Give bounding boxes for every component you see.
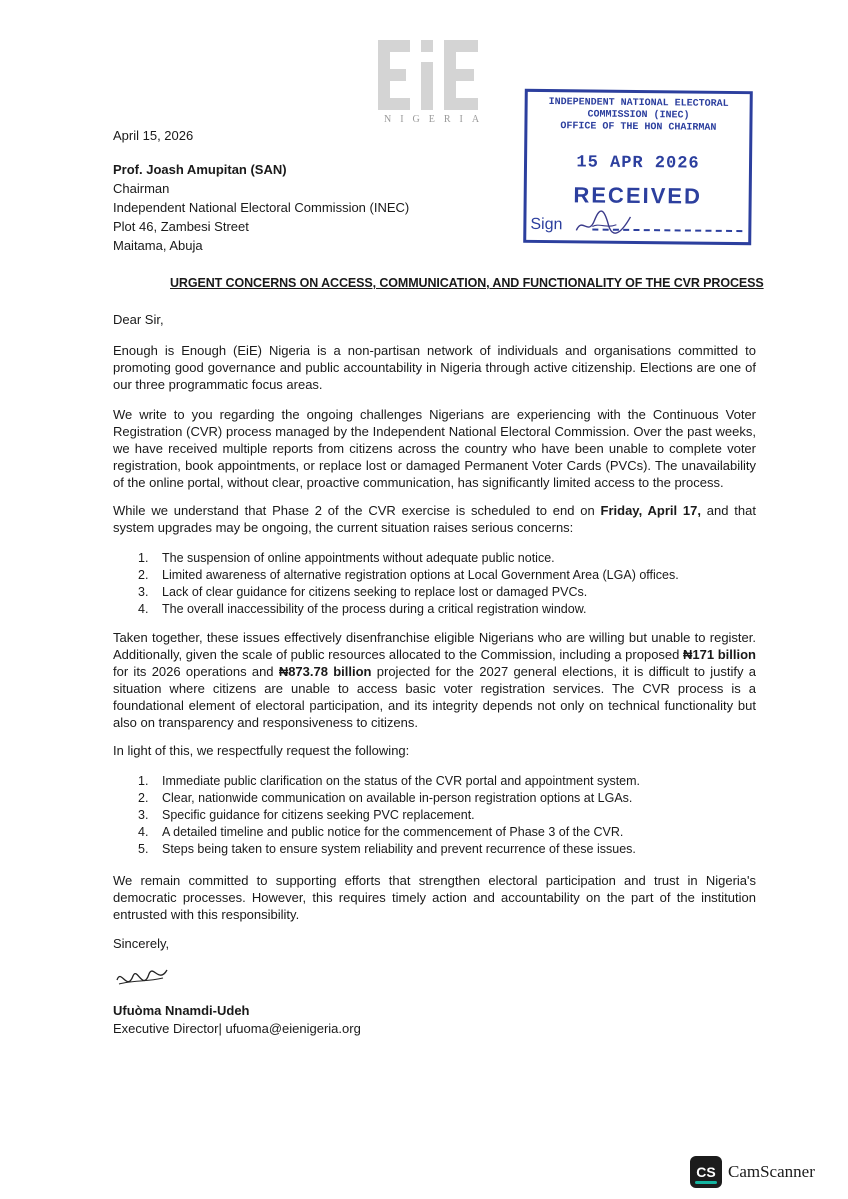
letter-date: April 15, 2026	[113, 128, 194, 143]
list-item	[138, 807, 756, 824]
list-number: 3.	[138, 808, 149, 822]
paragraph-closing: We remain committed to supporting efforts that strengthen electoral participation and trust in Nigeria's democratic processes. However, this requires timely action and accountability on the part of the institution entrusted with this responsibility.	[113, 873, 756, 922]
list-text: Limited awareness of alternative registration options at Local Government Area (LGA) offices.	[162, 568, 679, 582]
recipient-street: Plot 46, Zambesi Street	[113, 219, 249, 234]
eie-logo-icon	[378, 40, 488, 110]
camscanner-watermark	[690, 1156, 815, 1188]
list-number: 4.	[138, 825, 149, 839]
p4-text-a: Taken together, these issues effectively disenfranchise eligible Nigerians who are willing but unable to register. Additionally, given the scale of public resources allocated to the Commission, including a proposed	[113, 630, 756, 662]
signature-icon	[113, 962, 173, 998]
list-item	[138, 824, 756, 841]
recipient-name: Prof. Joash Amupitan (SAN)	[113, 162, 287, 177]
stamp-line-1: INDEPENDENT NATIONAL ELECTORAL	[548, 97, 729, 110]
requests-list	[138, 773, 756, 858]
list-item	[138, 790, 756, 807]
stamp-date: 15 APR 2026	[576, 153, 700, 174]
stamp-status: RECEIVED	[573, 182, 703, 209]
salutation: Dear Sir,	[113, 312, 164, 327]
recipient-address	[113, 160, 409, 255]
paragraph-request-lead: In light of this, we respectfully request the following:	[113, 743, 410, 758]
recipient-organisation: Independent National Electoral Commission (INEC)	[113, 200, 410, 215]
list-item	[138, 550, 756, 567]
list-text: Clear, nationwide communication on available in-person registration options at LGAs.	[162, 791, 633, 805]
camscanner-accent-bar	[695, 1181, 717, 1184]
recipient-title: Chairman	[113, 181, 170, 196]
p4-text-c: projected for the 2027 general elections, it is difficult to justify a situation where citizens are unable to access basic voter registration services. The CVR process is a foundational element of electoral participation, and its integrity depends not only on technical functionality but also on transparency and responsiveness to citizens.	[113, 664, 756, 730]
list-item	[138, 601, 756, 618]
p4-text-b: for its 2026 operations and	[113, 664, 279, 679]
list-number: 5.	[138, 842, 149, 856]
camscanner-name: CamScanner	[728, 1162, 815, 1181]
list-text: Specific guidance for citizens seeking PVC replacement.	[162, 808, 475, 822]
eie-logo	[378, 40, 498, 128]
p3-deadline: Friday, April 17,	[600, 503, 701, 518]
list-item	[138, 773, 756, 790]
list-number: 4.	[138, 602, 149, 616]
list-text: Immediate public clarification on the status of the CVR portal and appointment system.	[162, 774, 641, 788]
list-text: The overall inaccessibility of the process during a critical registration window.	[162, 602, 587, 616]
list-number: 2.	[138, 791, 149, 805]
list-item	[138, 584, 756, 601]
p3-text-before: While we understand that Phase 2 of the CVR exercise is scheduled to end on	[113, 503, 601, 518]
signatory-name: Ufuòma Nnamdi-Udeh	[113, 1003, 250, 1018]
stamp-sign-label: Sign	[530, 215, 563, 234]
paragraph-challenges: We write to you regarding the ongoing challenges Nigerians are experiencing with the Continuous Voter Registration (CVR) process managed by the Independent National Electoral Commission. Over the past weeks, we have received multiple reports from citizens across the country who have been unable to complete voter registration, book appointments, or replace lost or damaged Permanent Voter Cards (PVCs). The unavailability of the online portal, without clear, proactive communication, has significantly limited access to the process.	[113, 407, 756, 490]
list-number: 3.	[138, 585, 149, 599]
p3-text-after: and that system upgrades may be ongoing, the current situation raises serious concerns:	[113, 503, 756, 535]
camscanner-logo-icon	[690, 1156, 722, 1188]
closing-sincerely: Sincerely,	[113, 936, 170, 951]
list-number: 1.	[138, 774, 149, 788]
list-text: A detailed timeline and public notice for the commencement of Phase 3 of the CVR.	[162, 825, 624, 839]
list-item	[138, 841, 756, 858]
camscanner-badge-text: CS	[696, 1164, 716, 1180]
p4-amount-2027: ₦873.78 billion	[278, 664, 372, 679]
list-number: 1.	[138, 551, 149, 565]
stamp-line-2: COMMISSION (INEC)	[587, 109, 690, 122]
list-text: Lack of clear guidance for citizens seeking to replace lost or damaged PVCs.	[162, 585, 588, 599]
stamp-line-3: OFFICE OF THE HON CHAIRMAN	[560, 121, 717, 134]
list-text: Steps being taken to ensure system reliability and prevent recurrence of these issues.	[162, 842, 636, 856]
list-item	[138, 567, 756, 584]
signatory-title: Executive Director| ufuoma@eienigeria.org	[113, 1021, 361, 1036]
list-text: The suspension of online appointments without adequate public notice.	[162, 551, 555, 565]
paragraph-intro: Enough is Enough (EiE) Nigeria is a non-partisan network of individuals and organisations committed to promoting good governance and public accountability in Nigeria through active citizenship. Elections are one of our three programmatic focus areas.	[113, 343, 756, 392]
concerns-list	[138, 550, 756, 618]
list-number: 2.	[138, 568, 149, 582]
received-stamp	[523, 89, 753, 245]
logo-wordmark: NIGERIA	[384, 114, 489, 125]
paragraph-concerns-lead	[113, 502, 756, 536]
paragraph-disenfranchise	[113, 629, 756, 731]
letter-subject: URGENT CONCERNS ON ACCESS, COMMUNICATION, AND FUNCTIONALITY OF THE CVR PROCESS	[170, 276, 764, 290]
stamp-signature-icon	[572, 206, 636, 239]
recipient-city: Maitama, Abuja	[113, 238, 203, 253]
p4-amount-2026: ₦171 billion	[683, 647, 756, 662]
